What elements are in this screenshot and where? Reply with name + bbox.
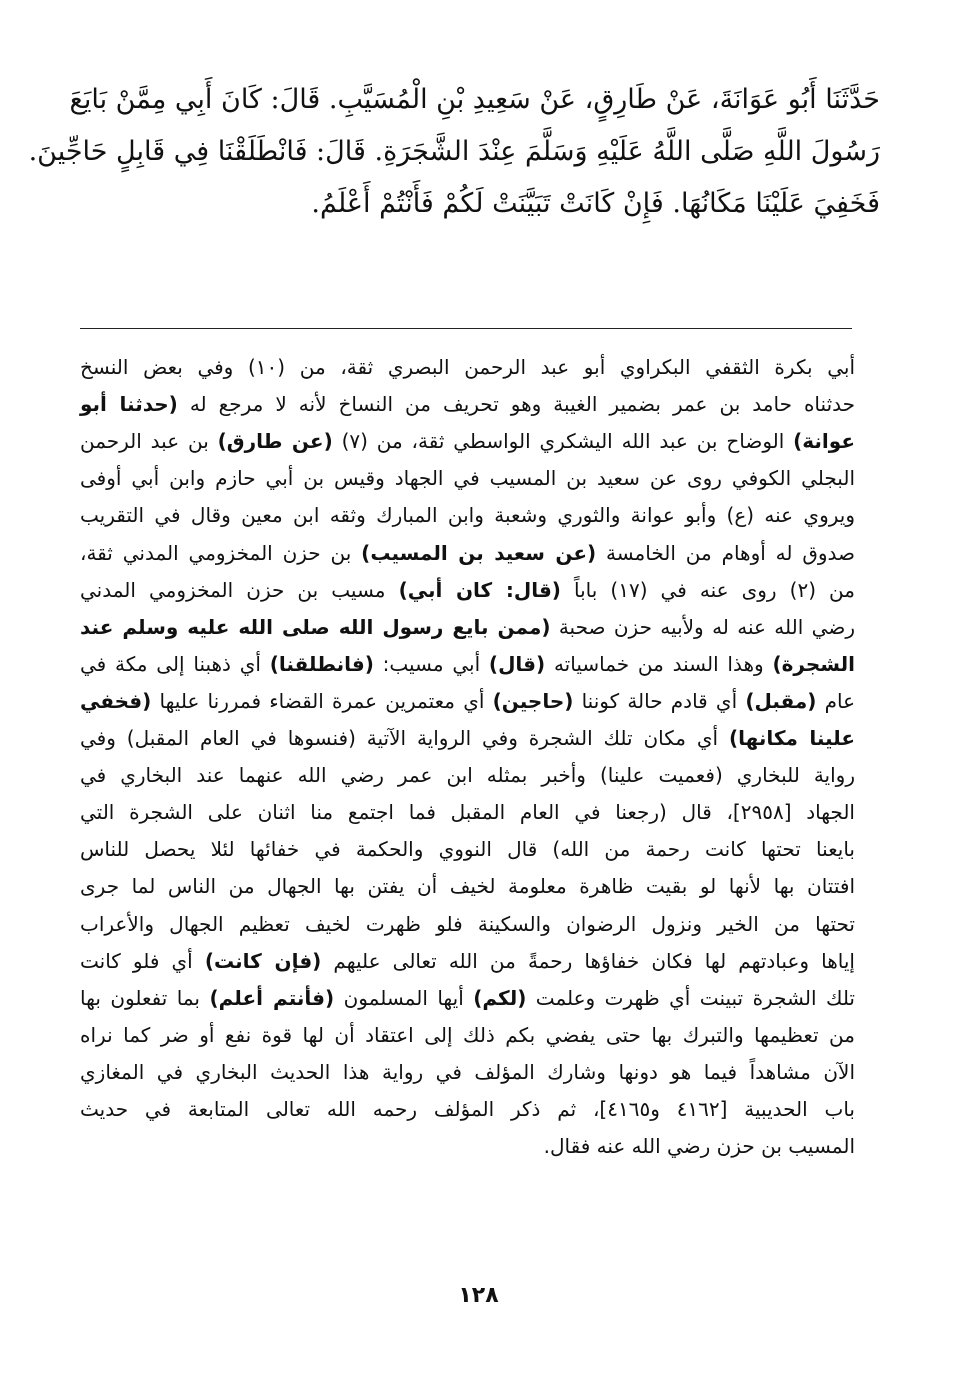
text-segment: افتتان بها لأنها لو بقيت ظاهرة معلومة لخيف أن يفتن بها الجهال من الناس لما جرى [80, 874, 855, 899]
commentary-line [80, 572, 855, 609]
text-segment: باب الحديبية [٤١٦٢ و٤١٦٥]، ثم ذكر المؤلف رحمه الله تعالى المتابعة في حديث [80, 1097, 855, 1121]
commentary-line [80, 757, 855, 794]
text-segment: تلك الشجرة تبينت أي ظهرت وعلمت [526, 985, 856, 1010]
text-segment: أي فلو كانت [80, 948, 205, 973]
text-segment: الوضاح بن عبد الله اليشكري الواسطي ثقة، من (٧) [332, 429, 794, 454]
hadith-line: رَسُولَ اللَّهِ صَلَّى اللَّهُ عَلَيْهِ وَسَلَّمَ عِنْدَ الشَّجَرَةِ. قَالَ: فَانْطَلَقْنَا فِي قَابِلٍ حَاجِّينَ. [28, 136, 880, 167]
bold-quote-segment: (ممن بايع رسول الله صلى الله عليه وسلم عند [80, 614, 551, 639]
text-segment: بن حزن المخزومي المدني ثقة، [80, 540, 362, 565]
commentary-line [80, 868, 855, 905]
text-segment: ويروي عنه (ع) وأبو عوانة والثوري وشعبة وابن المبارك وثقه ابن معين وقال في التقريب [80, 503, 855, 528]
commentary-line [80, 646, 855, 683]
hadith-line: فَخَفِيَ عَلَيْنَا مَكَانُهَا. فَإِنْ كَانَتْ تَبَيَّنَتْ لَكُمْ فَأَنْتُمْ أَعْلَمُ. [311, 188, 880, 219]
text-segment: أبي بكرة الثقفي البكراوي أبو عبد الرحمن البصري ثقة، من (١٠) وفي بعض النسخ [80, 355, 855, 379]
commentary-line [80, 1128, 855, 1165]
text-segment: من تعظيمها والتبرك بها حتى يفضي بكم ذلك إلى اعتقاد أن لها قوة نفع أو ضر كما نراه [80, 1022, 855, 1047]
text-segment: المسيب بن حزن رضي الله عنه فقال. [543, 1134, 855, 1159]
text-segment: بما تفعلون بها [80, 985, 210, 1010]
bold-quote-segment: (مقبل) [745, 688, 817, 713]
bold-quote-segment: (فانطلقنا) [269, 651, 374, 676]
text-segment: بن عبد الرحمن [80, 429, 218, 454]
text-segment: حدثناه حامد بن عمر بضمير الغيبة وهو تحريف من النساخ لأنه لا مرجع له [177, 392, 855, 417]
commentary-line [80, 497, 855, 534]
text-segment: أبي مسيب: [373, 651, 489, 676]
text-segment: أي ذهبنا إلى مكة في [80, 651, 270, 676]
commentary-line [80, 460, 855, 497]
commentary-line [80, 980, 855, 1017]
text-segment: أي مكان تلك الشجرة وفي الرواية الآتية (فنسوها في العام المقبل) وفي [80, 726, 729, 750]
bold-quote-segment: (عن سعيد بن المسيب) [361, 540, 597, 565]
commentary-line [80, 720, 855, 757]
bold-quote-segment: (فخفي [80, 688, 152, 713]
text-segment: صدوق له أوهام من الخامسة [596, 540, 855, 565]
text-segment: بايعنا تحتها كانت رحمة من الله) قال النووي والحكمة في خفائها لئلا يحصل للناس [80, 837, 855, 862]
commentary-line [80, 1017, 855, 1054]
bold-quote-segment: (عن طارق) [217, 429, 333, 454]
text-segment: مسيب بن حزن المخزومي المدني [80, 577, 399, 602]
page-number: ١٢٨ [458, 1283, 499, 1308]
text-segment: أي معتمرين عمرة القضاء فمررنا عليها [151, 688, 493, 713]
bold-quote-segment: (قال) [488, 651, 546, 676]
bold-quote-segment: الشجرة) [772, 651, 855, 676]
commentary-line [80, 423, 855, 460]
text-segment: أيها المسلمون [334, 985, 474, 1010]
text-segment: رضي الله عنه له ولأبيه حزن صحبة [550, 614, 855, 639]
bold-quote-segment: (حاجين) [492, 688, 574, 713]
commentary-line [80, 794, 855, 831]
text-segment: الجهاد [٢٩٥٨]، قال (رجعنا في العام المقبل فما اجتمع منا اثنان على الشجرة التي [80, 800, 855, 825]
text-segment: تحتها من الخير ونزول الرضوان والسكينة فلو ظهرت لخيف تعظيم الجهال والأعراب [80, 911, 855, 936]
bold-quote-segment: (حدثنا أبو [80, 392, 178, 417]
commentary-line [80, 1091, 855, 1128]
commentary-line [80, 535, 855, 572]
bold-quote-segment: (فإن كانت) [204, 948, 322, 973]
bold-quote-segment: (قال: كان أبي) [398, 577, 561, 602]
bold-quote-segment: عوانة) [793, 429, 855, 454]
text-segment: أي قادم حالة كوننا [573, 688, 746, 713]
text-segment: عام [816, 688, 856, 713]
commentary-line [80, 1054, 855, 1091]
commentary-line [80, 831, 855, 868]
text-segment: رواية للبخاري (فعميت علينا) وأخبر بمثله ابن عمر رضي الله عنهما عند البخاري في [80, 763, 855, 788]
hadith-line: حَدَّثَنَا أَبُو عَوَانَةَ، عَنْ طَارِقٍ، عَنْ سَعِيدِ بْنِ الْمُسَيَّبِ. قَالَ: كَانَ أَبِي مِمَّنْ بَايَعَ [69, 84, 880, 115]
text-segment: من (٢) روى عنه في (١٧) باباً [560, 577, 855, 602]
commentary-line [80, 386, 855, 423]
commentary-line [80, 683, 855, 720]
bold-quote-segment: (فأنتم أعلم) [209, 985, 335, 1010]
text-segment: وهذا السند من خماسياته [545, 651, 773, 676]
bold-quote-segment: (لكم) [473, 985, 527, 1010]
commentary-line [80, 609, 855, 646]
text-segment: البجلي الكوفي روى عن سعيد بن المسيب في الجهاد وقيس بن أبي حازم وابن أبي أوفى [80, 466, 855, 491]
commentary-line [80, 349, 855, 386]
footnote-divider [80, 328, 852, 329]
commentary-line [80, 943, 855, 980]
text-segment: إياها وعبادتهم لها فكان خفاؤها رحمةً من الله تعالى عليهم [321, 948, 855, 973]
commentary-line [80, 906, 855, 943]
text-segment: الآن مشاهداً فيما هو دونها وشارك المؤلف في رواية هذا الحديث البخاري في المغازي [80, 1059, 855, 1084]
bold-quote-segment: علينا مكانها) [728, 726, 855, 750]
